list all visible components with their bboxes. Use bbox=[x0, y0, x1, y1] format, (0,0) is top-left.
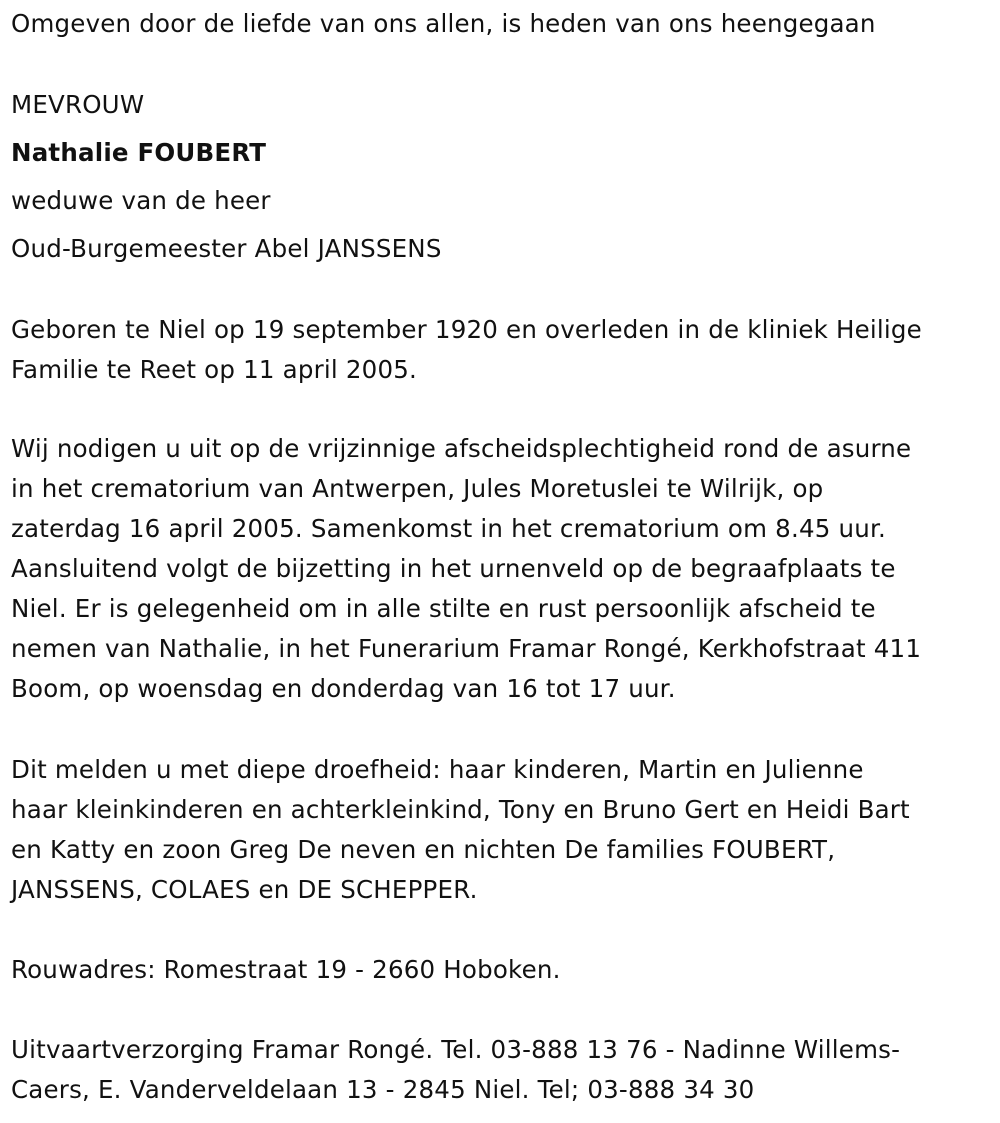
text-line: Dit melden u met diepe droefheid: haar kinderen, Martin en Julienne bbox=[11, 755, 864, 784]
text-line: Wij nodigen u uit op de vrijzinnige afscheidsplechtigheid rond de asurne bbox=[11, 434, 912, 463]
spouse-line: Oud-Burgemeester Abel JANSSENS bbox=[11, 234, 442, 263]
text-line: Aansluitend volgt de bijzetting in het urnenveld op de begraafplaats te bbox=[11, 554, 896, 583]
text-line: zaterdag 16 april 2005. Samenkomst in het crematorium om 8.45 uur. bbox=[11, 514, 886, 543]
birth-death-paragraph bbox=[11, 310, 986, 390]
text-line: Uitvaartverzorging Framar Rongé. Tel. 03-888 13 76 - Nadinne Willems- bbox=[11, 1035, 901, 1064]
family-paragraph bbox=[11, 750, 986, 910]
text-line: Geboren te Niel op 19 september 1920 en overleden in de kliniek Heilige bbox=[11, 315, 922, 344]
mourning-address: Rouwadres: Romestraat 19 - 2660 Hoboken. bbox=[11, 955, 561, 984]
text-line: Niel. Er is gelegenheid om in alle stilte en rust persoonlijk afscheid te bbox=[11, 594, 876, 623]
funeral-home-paragraph bbox=[11, 1030, 986, 1110]
relation-line: weduwe van de heer bbox=[11, 186, 271, 215]
text-line: Familie te Reet op 11 april 2005. bbox=[11, 355, 418, 384]
text-line: en Katty en zoon Greg De neven en nichten De families FOUBERT, bbox=[11, 835, 836, 864]
text-line: Boom, op woensdag en donderdag van 16 tot 17 uur. bbox=[11, 674, 676, 703]
text-line: in het crematorium van Antwerpen, Jules Moretuslei te Wilrijk, op bbox=[11, 474, 824, 503]
text-line: haar kleinkinderen en achterkleinkind, Tony en Bruno Gert en Heidi Bart bbox=[11, 795, 910, 824]
intro-line: Omgeven door de liefde van ons allen, is heden van ons heengegaan bbox=[11, 9, 876, 38]
text-line: JANSSENS, COLAES en DE SCHEPPER. bbox=[11, 875, 478, 904]
text-line: Caers, E. Vanderveldelaan 13 - 2845 Niel. Tel; 03-888 34 30 bbox=[11, 1075, 755, 1104]
ceremony-paragraph bbox=[11, 429, 986, 709]
deceased-name: Nathalie FOUBERT bbox=[11, 138, 267, 167]
text-line: nemen van Nathalie, in het Funerarium Framar Rongé, Kerkhofstraat 411 bbox=[11, 634, 922, 663]
title-prefix: MEVROUW bbox=[11, 90, 145, 119]
